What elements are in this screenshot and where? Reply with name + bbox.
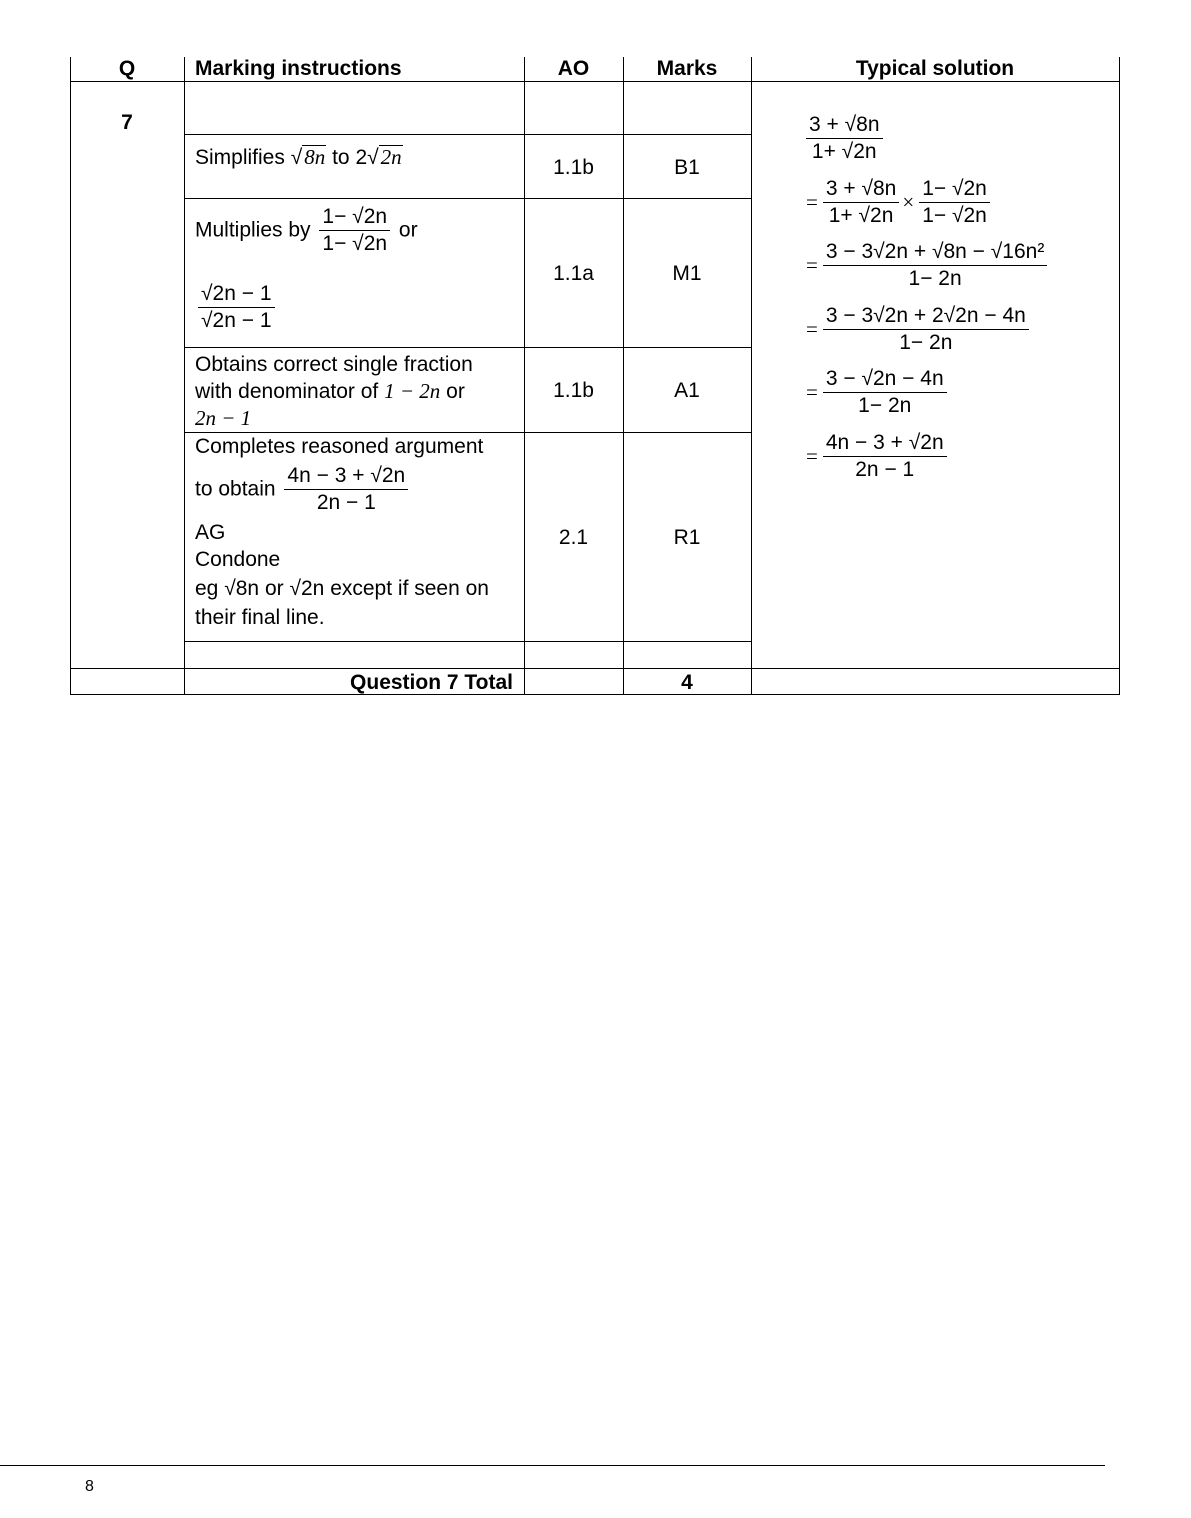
fraction-numerator: 1− √2n bbox=[922, 176, 987, 200]
solution-step: = $\frac{\text{3 − 3√2n + √8n − √16n²}}{1- 2n}$ bbox=[806, 239, 1050, 293]
fraction-numerator: 3 − √2n − 4n bbox=[825, 367, 944, 390]
fraction-denominator: 2n − 1 bbox=[284, 489, 408, 516]
fraction-numerator: 3 − 3√2n + √8n − √16n² bbox=[825, 240, 1045, 263]
table-border-right bbox=[1119, 57, 1120, 695]
solution-fraction bbox=[823, 303, 1029, 357]
instruction-completes bbox=[195, 435, 489, 631]
instruction-text: or bbox=[398, 218, 418, 242]
fraction-numerator: 3 + √8n bbox=[825, 176, 897, 200]
solution-fraction bbox=[823, 176, 900, 230]
math-expr: 2n − 1 bbox=[195, 406, 252, 430]
row-rule bbox=[184, 347, 752, 348]
result-fraction bbox=[284, 463, 408, 517]
condone-label: Condone bbox=[195, 547, 281, 571]
table-col-divider-ao bbox=[623, 57, 624, 695]
table-col-divider-instructions bbox=[524, 57, 525, 695]
solution-fraction bbox=[823, 430, 947, 484]
instruction-line: their final line. bbox=[195, 605, 325, 629]
total-top-rule bbox=[70, 668, 1120, 669]
solution-fraction bbox=[919, 176, 990, 230]
instruction-text: to bbox=[332, 146, 350, 169]
ag-label: AG bbox=[195, 520, 226, 544]
fraction-denominator: 1− 2n bbox=[823, 329, 1029, 356]
solution-fraction bbox=[823, 239, 1047, 293]
fraction-numerator: 4n − 3 + √2n bbox=[825, 430, 944, 454]
fraction-denominator: 1− 2n bbox=[823, 392, 947, 419]
solution-step bbox=[806, 112, 1050, 166]
total-label: Question 7 Total bbox=[350, 671, 513, 694]
mark-value: A1 bbox=[674, 379, 700, 402]
solution-step: = $\frac{3 + √8n}{1+ √2n}$ × $\frac{1- √2n}{1- √2n}$ bbox=[806, 176, 1050, 230]
table-col-divider-q bbox=[184, 57, 185, 695]
row-rule bbox=[184, 432, 752, 433]
instruction-simplifies: Simplifies √8n to 2√2n bbox=[195, 145, 402, 169]
page-number: 8 bbox=[85, 1478, 94, 1495]
question-number: 7 bbox=[121, 111, 133, 134]
mark-value: M1 bbox=[672, 262, 702, 285]
math-expr: √2n bbox=[289, 576, 325, 600]
instruction-multiplies bbox=[195, 204, 418, 258]
solution-step: = $\frac{3 - √2n - 4n}{1- 2n}$ bbox=[806, 366, 1050, 420]
fraction-numerator: 1− √2n bbox=[322, 205, 388, 228]
typical-solution bbox=[806, 112, 1050, 485]
fraction-denominator: 2n − 1 bbox=[823, 456, 947, 483]
math-expr: 2n bbox=[380, 145, 402, 169]
fraction-denominator: 1− √2n bbox=[919, 202, 990, 229]
row-rule bbox=[184, 134, 752, 135]
row-rule bbox=[184, 198, 752, 199]
ao-value: 1.1a bbox=[553, 262, 594, 285]
instruction-text: Multiplies by bbox=[195, 218, 311, 242]
fraction-numerator: 3 + √8n bbox=[809, 113, 880, 136]
conjugate-fraction bbox=[319, 204, 390, 258]
fraction-numerator: √2n − 1 bbox=[201, 282, 272, 305]
header-ao: AO bbox=[557, 57, 590, 80]
ao-value: 1.1b bbox=[553, 379, 594, 402]
math-expr: √8n bbox=[224, 576, 260, 600]
instruction-line: Completes reasoned argument bbox=[195, 435, 484, 458]
solution-step: = $\frac{4n - 3 + √2n}{2n - 1}$ bbox=[806, 430, 1050, 484]
fraction-numerator: 4n − 3 + √2n bbox=[287, 464, 406, 487]
table-border-left bbox=[70, 57, 71, 695]
solution-fraction bbox=[806, 112, 883, 166]
footer-rule bbox=[0, 1465, 1105, 1466]
header-q: Q bbox=[118, 57, 136, 80]
fraction-numerator: 3 − 3√2n + 2√2n − 4n bbox=[825, 303, 1026, 327]
ao-value: 2.1 bbox=[558, 526, 589, 549]
math-coef: 2 bbox=[355, 146, 368, 169]
fraction-denominator: √2n − 1 bbox=[198, 307, 275, 334]
row-rule bbox=[184, 641, 752, 642]
solution-step: = $\frac{3 - 3√2n + 2√2n - 4n}{1- 2n}$ bbox=[806, 303, 1050, 357]
instruction-text: Simplifies bbox=[195, 146, 285, 169]
mark-value: R1 bbox=[673, 526, 701, 549]
instruction-line: to obtain $\frac{4n - 3 + √2n}{2n - 1}$ bbox=[195, 463, 489, 517]
header-typical-solution: Typical solution bbox=[855, 57, 1015, 80]
header-bottom-rule bbox=[70, 81, 1120, 82]
mark-value: B1 bbox=[674, 156, 700, 179]
total-marks: 4 bbox=[681, 671, 693, 694]
instruction-line: Obtains correct single fraction bbox=[195, 353, 473, 376]
alt-conjugate-fraction bbox=[195, 281, 278, 335]
fraction-denominator: 1+ √2n bbox=[823, 202, 900, 229]
instruction-obtains bbox=[195, 351, 473, 432]
fraction-denominator: 1− 2n bbox=[823, 265, 1047, 292]
table-col-divider-marks bbox=[751, 57, 752, 695]
header-marking-instructions: Marking instructions bbox=[195, 57, 402, 80]
ao-value: 1.1b bbox=[553, 156, 594, 179]
header-marks: Marks bbox=[656, 57, 718, 80]
condone-example: eg √8n or √2n except if seen on bbox=[195, 576, 489, 600]
fraction-denominator: 1+ √2n bbox=[806, 138, 883, 165]
math-expr: 8n bbox=[304, 145, 326, 169]
math-expr: 1 − 2n bbox=[384, 379, 441, 403]
solution-fraction bbox=[823, 366, 947, 420]
fraction-denominator: 1− √2n bbox=[319, 230, 390, 257]
conjugate-fraction bbox=[198, 281, 275, 335]
instruction-line: with denominator of 1 − 2n or bbox=[195, 379, 465, 403]
